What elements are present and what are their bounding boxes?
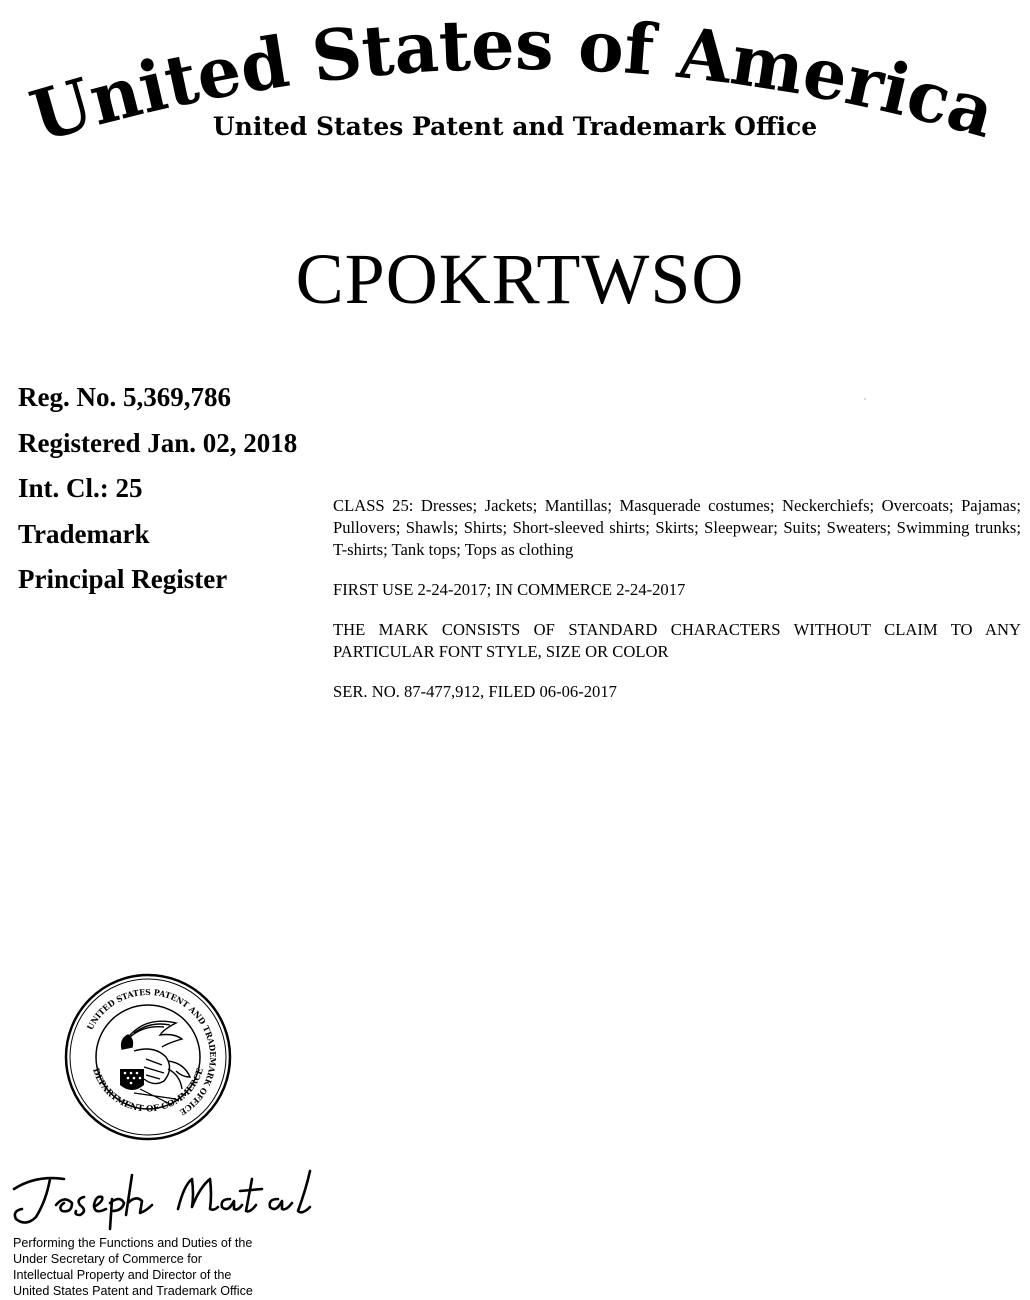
uspto-seal <box>64 973 232 1141</box>
signature-caption <box>13 1235 313 1299</box>
signature-icon <box>6 1165 326 1233</box>
signature-caption-line: United States Patent and Trademark Office <box>13 1284 253 1298</box>
mark-description: THE MARK CONSISTS OF STANDARD CHARACTERS WITHOUT CLAIM TO ANY PARTICULAR FONT STYLE, SIZE OR COLOR <box>333 620 1021 661</box>
register-type: Principal Register <box>18 564 228 594</box>
shield-icon <box>120 1069 144 1090</box>
paper-speck <box>864 398 866 400</box>
signature <box>6 1165 326 1233</box>
trademark-wordmark: CPOKRTWSO <box>295 239 745 319</box>
first-use: FIRST USE 2-24-2017; IN COMMERCE 2-24-2017 <box>333 580 686 599</box>
header-title: United States of America <box>21 2 1005 159</box>
signature-caption-line: Under Secretary of Commerce for <box>13 1252 202 1266</box>
registration-date: Registered Jan. 02, 2018 <box>18 427 298 458</box>
goods-classes: CLASS 25: Dresses; Jackets; Mantillas; Masquerade costumes; Neckerchiefs; Overcoats; Pajamas; Pullovers; Shawls; Shirts; Short-sleeved shirts; Skirts; Sleepwear; Suits; Sweaters; Swimming trunks; T-shirts; Tank tops; Tops as clothing <box>333 496 1021 559</box>
registration-info <box>18 384 328 612</box>
header-subtitle: United States Patent and Trademark Office <box>212 112 818 141</box>
seal-emblem-icon <box>64 973 232 1141</box>
signature-caption-line: Performing the Functions and Duties of the <box>13 1236 253 1250</box>
signature-caption-line: Intellectual Property and Director of the <box>13 1268 232 1282</box>
mark-type: Trademark <box>18 518 150 549</box>
international-class: Int. Cl.: 25 <box>18 473 143 503</box>
serial-number: SER. NO. 87-477,912, FILED 06-06-2017 <box>333 682 617 701</box>
seal-outer-text: UNITED STATES PATENT AND TRADEMARK OFFICE <box>84 986 219 1118</box>
registration-details <box>333 495 1021 721</box>
registration-number: Reg. No. 5,369,786 <box>18 382 231 412</box>
seal-bottom-text: DEPARTMENT OF COMMERCE <box>90 1067 206 1115</box>
